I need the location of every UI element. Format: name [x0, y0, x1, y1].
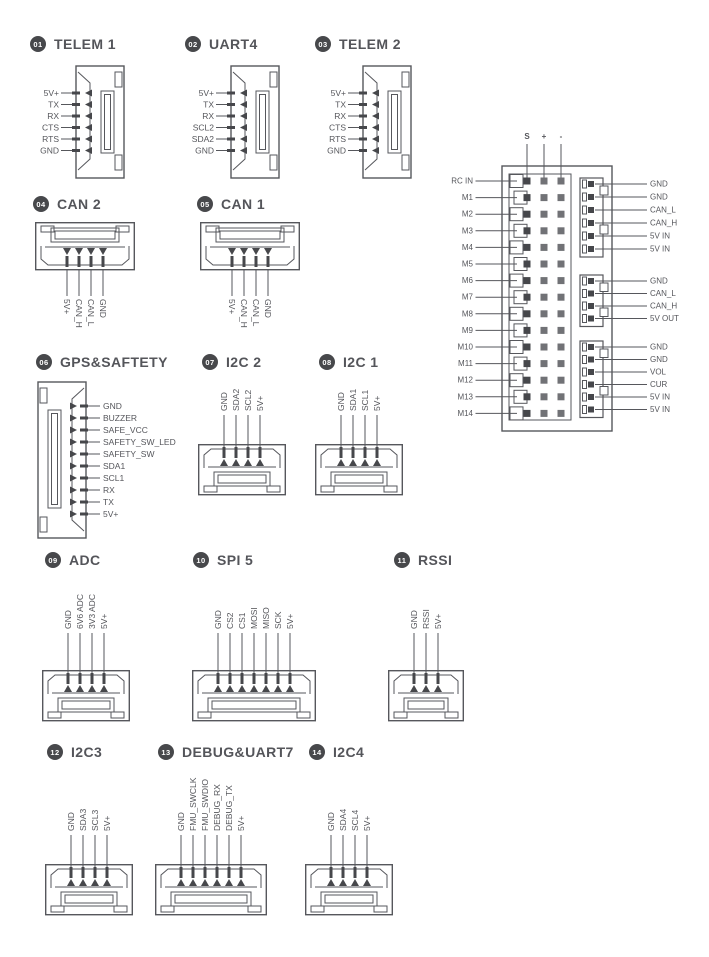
- connector-heading-spi-5: [193, 552, 253, 568]
- pin-label: GND: [409, 610, 419, 629]
- pin-label: GND: [195, 145, 214, 156]
- pin-label: 5V+: [103, 509, 119, 519]
- connector-drawing-debug-uart7: [155, 772, 267, 917]
- pin-label: TX: [48, 99, 59, 110]
- board-left-label: M3: [461, 226, 473, 236]
- pin-label: GND: [103, 401, 122, 411]
- board-right-label: 5V IN: [650, 392, 671, 402]
- pin-label: SCK: [273, 611, 283, 629]
- connector-title: TELEM 1: [54, 36, 116, 52]
- pin-label: RTS: [42, 134, 59, 144]
- connector-heading-rssi: [394, 552, 452, 568]
- pin-label: GND: [63, 610, 73, 629]
- connector-drawing-can-1: [200, 222, 300, 347]
- pin-label: SDA2: [191, 134, 214, 144]
- board-left-label: M10: [457, 342, 473, 352]
- pin-label: 3V3 ADC: [87, 594, 97, 629]
- connector-title: RSSI: [418, 552, 453, 568]
- pin-label: GND: [327, 145, 346, 156]
- pin-label: RX: [47, 111, 59, 121]
- board-right-label: GND: [650, 342, 668, 352]
- board-right-label: 5V IN: [650, 405, 671, 414]
- board-left-label: M4: [461, 242, 473, 252]
- pin-label: CAN_L: [251, 299, 261, 327]
- pin-label: MOSI: [249, 607, 259, 629]
- connector-title: CAN 2: [57, 196, 102, 212]
- pin-label: RSSI: [421, 609, 431, 629]
- board-column-header: +: [541, 132, 547, 141]
- pin-label: DEBUG_RX: [212, 784, 222, 831]
- pin-label: 5V+: [99, 613, 109, 629]
- board-right-label: VOL: [650, 367, 667, 377]
- pin-label: 5V+: [102, 815, 112, 831]
- pin-label: SAFE_VCC: [103, 425, 148, 435]
- connector-number-badge: 01: [30, 36, 46, 52]
- board-right-label: 5V IN: [650, 244, 671, 254]
- connector-number-badge: 05: [197, 196, 213, 212]
- board-right-label: GND: [650, 192, 668, 202]
- connector-title: UART4: [209, 36, 258, 52]
- pin-label: 5V+: [285, 613, 295, 629]
- pin-label: SCL3: [90, 809, 100, 831]
- pin-label: 5V+: [362, 815, 372, 831]
- connector-title: I2C 1: [343, 354, 379, 370]
- pin-label: CAN_L: [86, 299, 96, 327]
- pin-label: FMU_SWDIO: [200, 779, 210, 831]
- pin-label: GND: [219, 392, 229, 411]
- board-left-label: M5: [461, 259, 473, 269]
- pin-label: RX: [334, 111, 346, 121]
- pin-label: SDA1: [348, 388, 358, 411]
- pin-label: BUZZER: [103, 413, 137, 423]
- connector-heading-adc: [45, 552, 101, 568]
- connector-title: GPS&SAFTETY: [60, 354, 168, 370]
- pin-label: SCL1: [360, 389, 370, 411]
- board-left-label: M9: [461, 325, 473, 335]
- connector-title: ADC: [69, 552, 101, 568]
- pin-label: TX: [335, 99, 346, 110]
- connector-heading-telem-1: [30, 36, 116, 52]
- connector-heading-uart4: [185, 36, 258, 52]
- board-left-label: M13: [457, 392, 473, 402]
- connector-heading-telem-2: [315, 36, 401, 52]
- pin-label: 5V+: [236, 815, 246, 831]
- pin-label: CAN_H: [239, 299, 249, 328]
- pin-label: GND: [263, 299, 273, 318]
- connector-drawing-i2c3: [45, 772, 133, 917]
- board-right-label: GND: [650, 355, 668, 364]
- board-right-label: 5V IN: [650, 231, 671, 241]
- connector-title: TELEM 2: [339, 36, 401, 52]
- pin-label: CS2: [225, 612, 235, 629]
- pin-label: SDA1: [103, 461, 126, 471]
- connector-number-badge: 13: [158, 744, 174, 760]
- board-left-label: M14: [457, 408, 473, 418]
- connector-heading-can-2: [33, 196, 101, 212]
- board-right-label: 5V OUT: [650, 314, 679, 323]
- connector-drawing-rssi: [388, 582, 464, 723]
- connector-heading-i2c4: [309, 744, 364, 760]
- connector-heading-debug-uart7: [158, 744, 294, 760]
- board-right-label: CUR: [650, 380, 668, 389]
- board-left-label: M12: [457, 375, 473, 385]
- connector-number-badge: 07: [202, 354, 218, 370]
- connector-drawing-i2c-2: [198, 380, 286, 497]
- connector-heading-i2c3: [47, 744, 102, 760]
- pin-label: GND: [40, 145, 59, 156]
- output-board-drawing: [440, 123, 709, 445]
- connector-title: DEBUG&UART7: [182, 744, 294, 760]
- board-right-label: GND: [650, 276, 668, 286]
- pin-label: DEBUG_TX: [224, 785, 234, 831]
- board-right-label: CAN_L: [650, 205, 676, 215]
- pin-label: TX: [203, 99, 214, 110]
- connector-drawing-can-2: [35, 222, 135, 347]
- pin-label: GND: [66, 812, 76, 831]
- pin-label: GND: [176, 812, 186, 831]
- pin-label: 6V6 ADC: [75, 594, 85, 629]
- pin-label: SDA2: [231, 388, 241, 411]
- pin-label: FMU_SWCLK: [188, 777, 198, 831]
- connector-drawing-uart4: [185, 64, 285, 182]
- connector-title: SPI 5: [217, 552, 254, 568]
- board-right-label: CAN_L: [650, 289, 676, 298]
- connector-title: CAN 1: [221, 196, 266, 212]
- connector-drawing-spi-5: [192, 582, 316, 723]
- board-right-label: GND: [650, 179, 668, 189]
- board-right-label: CAN_H: [650, 218, 678, 228]
- connector-number-badge: 14: [309, 744, 325, 760]
- pin-label: RTS: [329, 134, 346, 144]
- pin-label: SCL1: [103, 473, 125, 483]
- connector-number-badge: 11: [394, 552, 410, 568]
- connector-title: I2C4: [333, 744, 365, 760]
- connector-drawing-i2c-1: [315, 380, 403, 497]
- pin-label: SCL2: [192, 122, 214, 133]
- connector-number-badge: 06: [36, 354, 52, 370]
- connector-heading-i2c-1: [319, 354, 378, 370]
- pin-label: 5V+: [255, 395, 265, 411]
- connector-drawing-i2c4: [305, 772, 393, 917]
- board-left-label: M6: [461, 276, 473, 286]
- connector-heading-can-1: [197, 196, 265, 212]
- pin-label: RX: [202, 111, 214, 121]
- pin-label: 5V+: [330, 88, 346, 98]
- pin-label: GND: [336, 392, 346, 411]
- pin-label: SCL2: [243, 389, 253, 411]
- pin-label: SAFETY_SW_LED: [103, 437, 176, 447]
- board-right-label: CAN_H: [650, 301, 678, 311]
- connector-title: I2C3: [71, 744, 103, 760]
- pin-label: SCL4: [350, 809, 360, 831]
- pin-label: GND: [326, 812, 336, 831]
- pin-label: SDA4: [338, 808, 348, 831]
- pin-label: SAFETY_SW: [103, 449, 155, 459]
- pin-label: CTS: [42, 122, 59, 133]
- pin-label: CTS: [329, 122, 346, 133]
- pin-label: 5V+: [198, 88, 214, 98]
- pin-label: SDA3: [78, 808, 88, 831]
- pin-label: 5V+: [227, 299, 237, 315]
- pin-label: CS1: [237, 612, 247, 629]
- connector-number-badge: 09: [45, 552, 61, 568]
- pin-label: 5V+: [43, 88, 59, 98]
- connector-drawing-telem-1: [30, 64, 130, 182]
- connector-number-badge: 08: [319, 354, 335, 370]
- pin-label: 5V+: [62, 299, 72, 315]
- board-left-label: M8: [461, 309, 473, 319]
- pin-label: MISO: [261, 607, 271, 629]
- connector-title: I2C 2: [226, 354, 262, 370]
- board-left-label: M11: [458, 359, 473, 369]
- board-column-header: S: [524, 132, 530, 141]
- board-left-label: M7: [461, 292, 473, 302]
- connector-number-badge: 03: [315, 36, 331, 52]
- pin-label: TX: [103, 497, 114, 507]
- pin-label: 5V+: [372, 395, 382, 411]
- pin-label: GND: [213, 610, 223, 629]
- connector-drawing-adc: [42, 582, 130, 723]
- connector-drawing-telem-2: [317, 64, 417, 182]
- connector-number-badge: 04: [33, 196, 49, 212]
- board-left-label: RC IN: [451, 176, 473, 186]
- board-left-label: M2: [461, 209, 473, 219]
- pin-label: RX: [103, 485, 115, 495]
- board-left-label: M1: [461, 193, 473, 203]
- connector-number-badge: 10: [193, 552, 209, 568]
- connector-heading-i2c-2: [202, 354, 261, 370]
- connector-number-badge: 12: [47, 744, 63, 760]
- board-column-header: -: [559, 132, 563, 141]
- connector-heading-gps-saftety: [36, 354, 168, 370]
- pin-label: 5V+: [433, 613, 443, 629]
- pin-label: CAN_H: [74, 299, 84, 328]
- connector-number-badge: 02: [185, 36, 201, 52]
- pin-label: GND: [98, 299, 108, 318]
